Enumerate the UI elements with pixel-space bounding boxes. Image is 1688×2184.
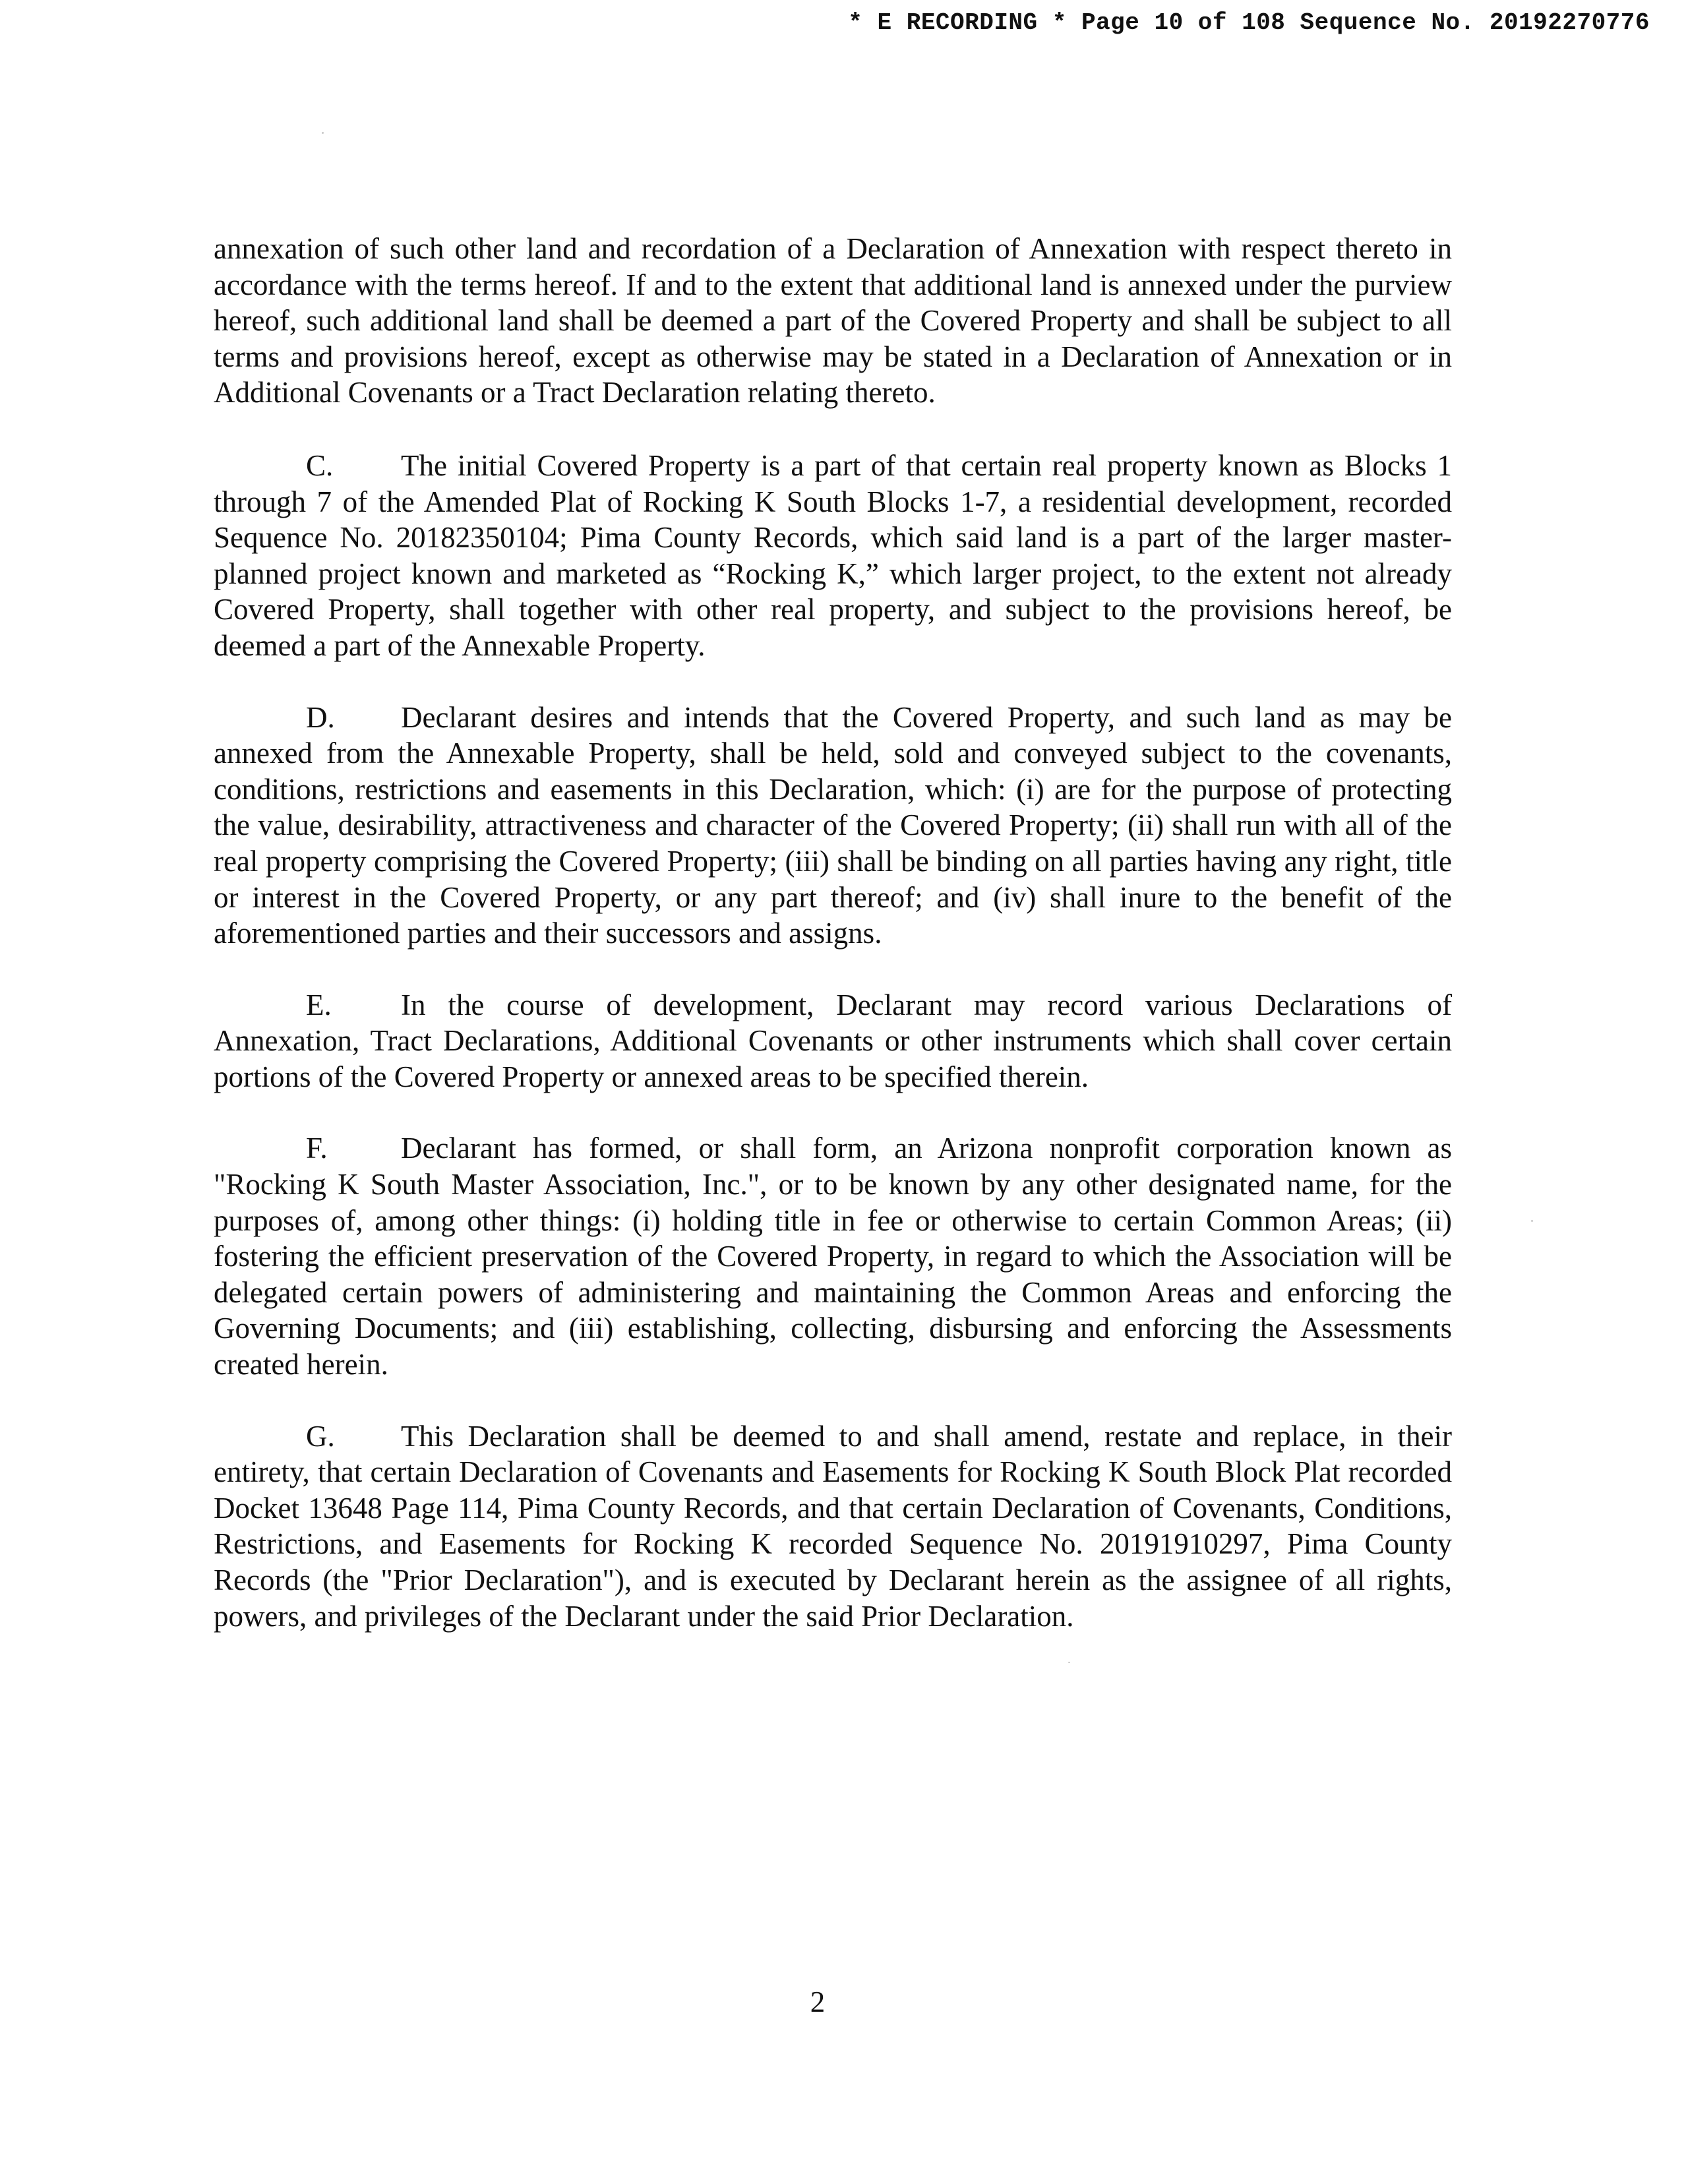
recital-text: In the course of development, Declarant may record various Declarations of Annexation, Tract Declarations, Additional Covenants or other instruments which shall cover certain portions of the Covered Property or annexed areas to be specified therein. bbox=[214, 988, 1452, 1093]
recital-letter: D. bbox=[306, 700, 335, 734]
scan-speck bbox=[1531, 1220, 1533, 1222]
recital-text: The initial Covered Property is a part of that certain real property known as Blocks 1 through 7 of the Amended Plat of Rocking K South Blocks 1-7, a residential development, recorded Sequence No. 20182350104; Pima County Records, which said land is a part of the larger master-planned project known and marketed as “Rocking K,” which larger project, to the extent not already Covered Property, shall together with other real property, and subject to the provisions hereof, be deemed a part of the Annexable Property. bbox=[214, 448, 1452, 662]
recital-letter: G. bbox=[306, 1419, 335, 1453]
recital-letter: E. bbox=[306, 988, 332, 1021]
recital-paragraph-d bbox=[214, 700, 1452, 952]
recital-letter: C. bbox=[306, 448, 334, 482]
intro-paragraph bbox=[214, 231, 1452, 411]
document-body bbox=[214, 231, 1452, 1670]
recital-text: Declarant desires and intends that the Covered Property, and such land as may be annexed from the Annexable Property, shall be held, sold and conveyed subject to the covenants, conditions, restrictions and easements in this Declaration, which: (i) are for the purpose of protecting the value, desirability, attractiveness and character of the Covered Property; (ii) shall run with all of the real property comprising the Covered Property; (iii) shall be binding on all parties having any right, title or interest in the Covered Property, or any part thereof; and (iv) shall inure to the benefit of the aforementioned parties and their successors and assigns. bbox=[214, 700, 1452, 950]
recital-paragraph-c bbox=[214, 448, 1452, 664]
intro-paragraph-text: annexation of such other land and recordation of a Declaration of Annexation with respect thereto in accordance with the terms hereof. If and to the extent that additional land is annexed under the purview hereof, such additional land shall be deemed a part of the Covered Property and shall be subject to all terms and provisions hereof, except as otherwise may be stated in a Declaration of Annexation or in Additional Covenants or a Tract Declaration relating thereto. bbox=[214, 232, 1452, 410]
recital-text: This Declaration shall be deemed to and shall amend, restate and replace, in their entirety, that certain Declaration of Covenants and Easements for Rocking K South Block Plat recorded Docket 13648 Page 114, Pima County Records, and that certain Declaration of Covenants, Conditions, Restrictions, and Easements for Rocking K recorded Sequence No. 20191910297, Pima County Records (the "Prior Declaration"), and is executed by Declarant herein as the assignee of all rights, powers, and privileges of the Declarant under the said Prior Declaration. bbox=[214, 1419, 1452, 1633]
recital-text: Declarant has formed, or shall form, an Arizona nonprofit corporation known as "Rocking K South Master Association, Inc.", or to be known by any other designated name, for the purposes of, among other things: (i) holding title in fee or otherwise to certain Common Areas; (ii) fostering the efficient preservation of the Covered Property, in regard to which the Association will be delegated certain powers of administering and maintaining the Common Areas and enforcing the Governing Documents; and (iii) establishing, collecting, disbursing and enforcing the Assessments created herein. bbox=[214, 1132, 1452, 1381]
recital-paragraph-g bbox=[214, 1418, 1452, 1635]
recording-header: * E RECORDING * Page 10 of 108 Sequence No. 20192270776 bbox=[848, 9, 1650, 36]
recital-paragraph-f bbox=[214, 1130, 1452, 1382]
recital-letter: F. bbox=[306, 1132, 328, 1165]
recital-paragraph-e bbox=[214, 987, 1452, 1095]
page-number: 2 bbox=[810, 1986, 826, 2018]
scan-speck bbox=[322, 132, 324, 134]
